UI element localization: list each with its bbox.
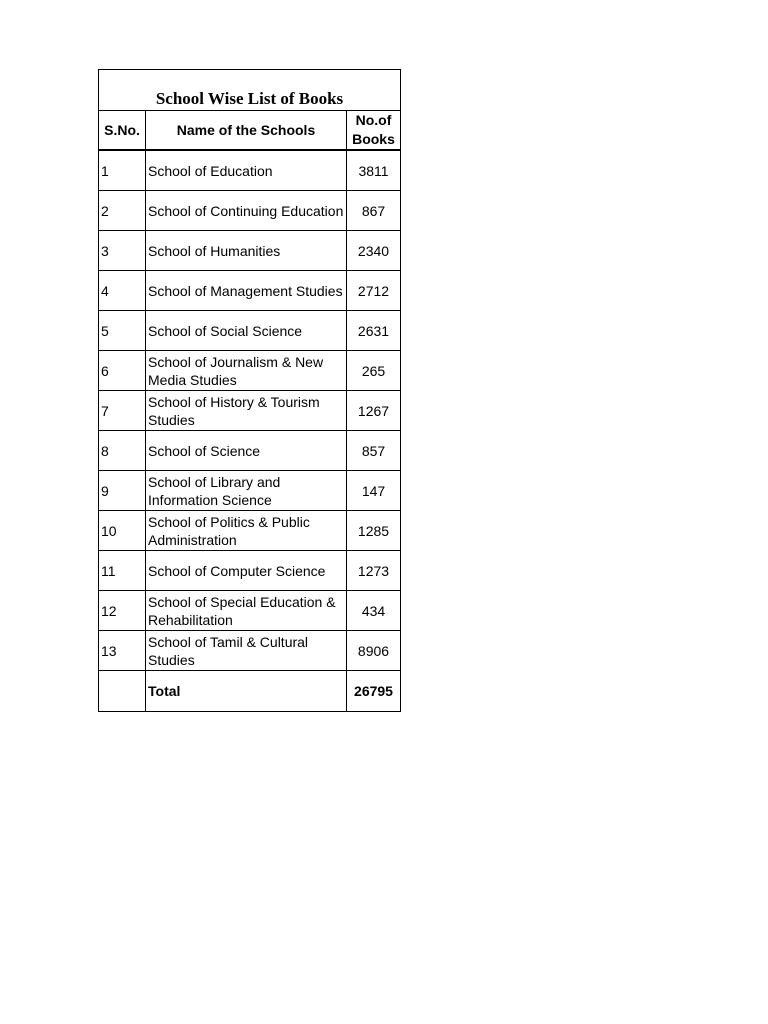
row-books-count: 1267 <box>357 402 390 419</box>
total-sno <box>99 671 146 711</box>
table-row <box>99 631 400 671</box>
row-school-name: School of Science <box>146 431 347 470</box>
row-books-count: 1273 <box>357 562 390 579</box>
row-books-count: 1285 <box>357 522 390 539</box>
row-sno: 5 <box>99 311 146 350</box>
row-books-count: 434 <box>361 602 386 619</box>
table-title-text: School Wise List of Books <box>155 89 344 108</box>
total-row <box>99 671 400 711</box>
row-books-count: 857 <box>361 442 386 459</box>
row-sno: 4 <box>99 271 146 310</box>
row-sno: 6 <box>99 351 146 390</box>
row-sno: 8 <box>99 431 146 470</box>
row-school-name: School of History & Tourism Studies <box>146 391 347 430</box>
table-row <box>99 191 400 231</box>
row-school-name: School of Special Education & Rehabilitation <box>146 591 347 630</box>
total-label: Total <box>146 671 347 711</box>
row-school-name: School of Humanities <box>146 231 347 270</box>
row-books-count: 867 <box>361 202 386 219</box>
row-books-count: 147 <box>361 482 386 499</box>
header-books-count: No.of Books <box>352 112 395 147</box>
row-school-name: School of Computer Science <box>146 551 347 590</box>
row-sno: 2 <box>99 191 146 230</box>
row-sno: 3 <box>99 231 146 270</box>
header-school-name: Name of the Schools <box>146 111 347 149</box>
row-school-name: School of Management Studies <box>146 271 347 310</box>
table-row <box>99 591 400 631</box>
row-sno: 13 <box>99 631 146 670</box>
row-school-name: School of Tamil & Cultural Studies <box>146 631 347 670</box>
table-row <box>99 271 400 311</box>
table-row <box>99 151 400 191</box>
table-row <box>99 231 400 271</box>
table-body <box>99 151 400 671</box>
table-title <box>99 70 400 111</box>
row-school-name: School of Library and Information Science <box>146 471 347 510</box>
table-row <box>99 311 400 351</box>
row-books-count: 2631 <box>357 322 390 339</box>
table-row <box>99 431 400 471</box>
table-row <box>99 511 400 551</box>
row-sno: 7 <box>99 391 146 430</box>
row-sno: 9 <box>99 471 146 510</box>
table-row <box>99 471 400 511</box>
table-row <box>99 551 400 591</box>
row-school-name: School of Continuing Education <box>146 191 347 230</box>
row-school-name: School of Social Science <box>146 311 347 350</box>
row-books-count: 3811 <box>358 162 389 179</box>
table-row <box>99 351 400 391</box>
total-books: 26795 <box>354 683 393 699</box>
books-table <box>98 69 401 712</box>
row-sno: 10 <box>99 511 146 550</box>
header-row <box>99 111 400 151</box>
row-books-count: 265 <box>361 362 386 379</box>
row-books-count: 2340 <box>357 242 390 259</box>
row-sno: 11 <box>99 551 146 590</box>
row-books-count: 8906 <box>357 642 390 659</box>
row-books-count: 2712 <box>357 282 390 299</box>
table-row <box>99 391 400 431</box>
row-school-name: School of Politics & Public Administration <box>146 511 347 550</box>
row-sno: 12 <box>99 591 146 630</box>
row-school-name: School of Education <box>146 151 347 190</box>
row-sno: 1 <box>99 151 146 190</box>
row-school-name: School of Journalism & New Media Studies <box>146 351 347 390</box>
header-sno: S.No. <box>99 111 146 149</box>
